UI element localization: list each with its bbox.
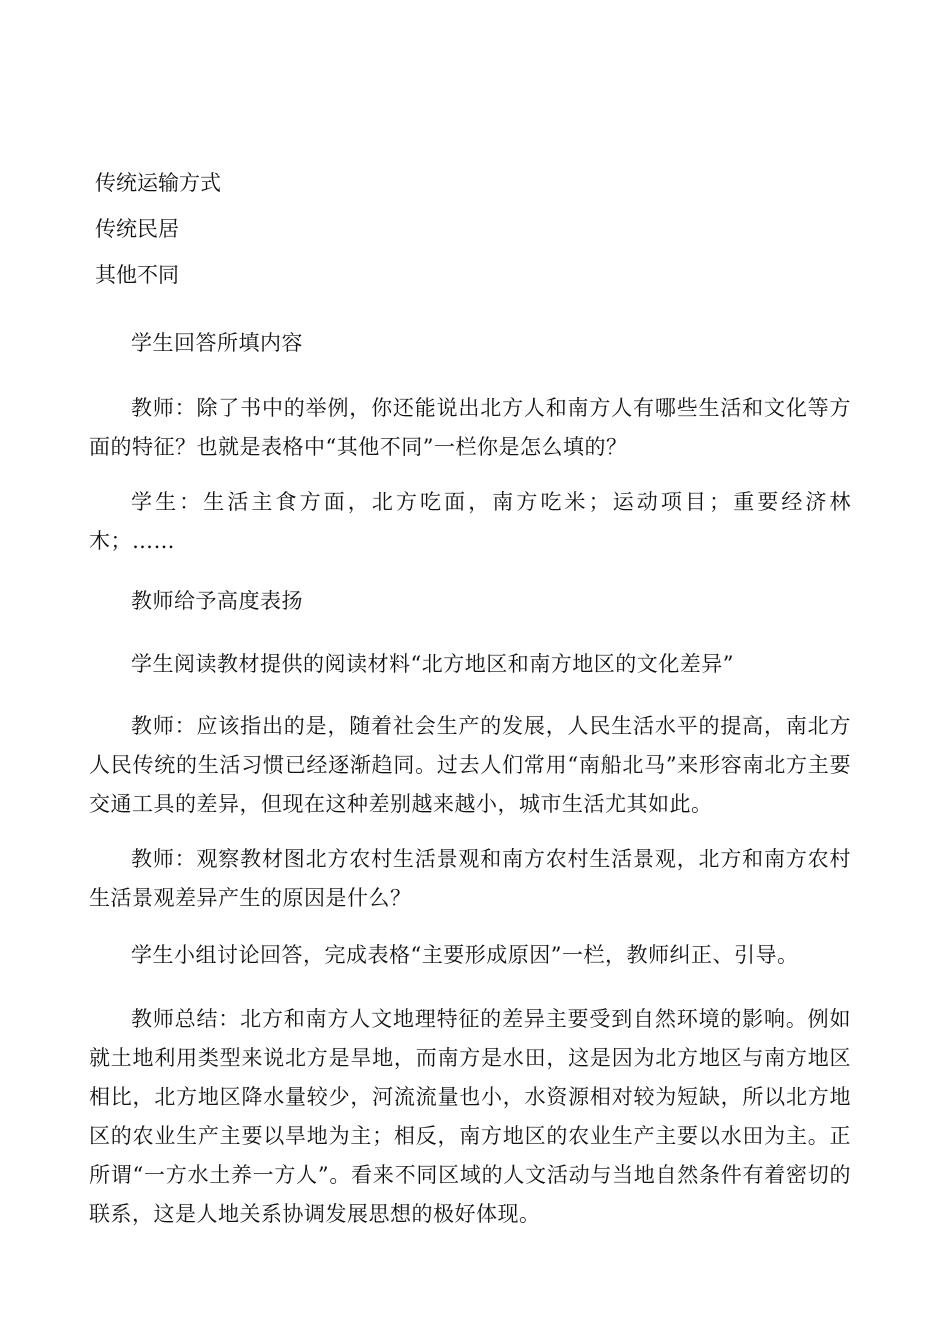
paragraph-student-reply: 学生：生活主食方面，北方吃面，南方吃米；运动项目；重要经济林木；…… bbox=[89, 490, 851, 553]
paragraph-reading-material: 学生阅读教材提供的阅读材料“北方地区和南方地区的文化差异” bbox=[131, 652, 734, 676]
table-row-transport: 传统运输方式 bbox=[95, 171, 221, 195]
paragraph-teacher-praise: 教师给予高度表扬 bbox=[131, 589, 303, 613]
paragraph-teacher-summary: 教师总结：北方和南方人文地理特征的差异主要受到自然环境的影响。例如就土地利用类型来说北方是旱地，而南方是水田，这是因为北方地区与南方地区相比，北方地区降水量较少，河流流量也小，水资源相对较为短缺，所以北方地区的农业生产主要以旱地为主；相反，南方地区的农业生产主要以水田为主。正所谓“一方水土养一方人”。看来不同区域的人文活动与当地自然条件有着密切的联系，这是人地关系协调发展思想的极好体现。 bbox=[89, 1007, 851, 1226]
paragraph-teacher-note: 教师：应该指出的是，随着社会生产的发展，人民生活水平的提高，南北方人民传统的生活习惯已经逐渐趋同。过去人们常用“南船北马”来形容南北方主要交通工具的差异，但现在这种差别越来越小，城市生活尤其如此。 bbox=[89, 714, 851, 816]
paragraph-teacher-question-1: 教师：除了书中的举例，你还能说出北方人和南方人有哪些生活和文化等方面的特征？也就是表格中“其他不同”一栏你是怎么填的？ bbox=[89, 396, 851, 459]
table-row-dwelling: 传统民居 bbox=[95, 217, 179, 241]
paragraph-group-discussion: 学生小组讨论回答，完成表格“主要形成原因”一栏，教师纠正、引导。 bbox=[131, 943, 799, 967]
table-row-other: 其他不同 bbox=[95, 263, 179, 287]
paragraph-student-answer: 学生回答所填内容 bbox=[131, 331, 303, 355]
paragraph-teacher-question-2: 教师：观察教材图北方农村生活景观和南方农村生活景观，北方和南方农村生活景观差异产生的原因是什么？ bbox=[89, 847, 851, 910]
